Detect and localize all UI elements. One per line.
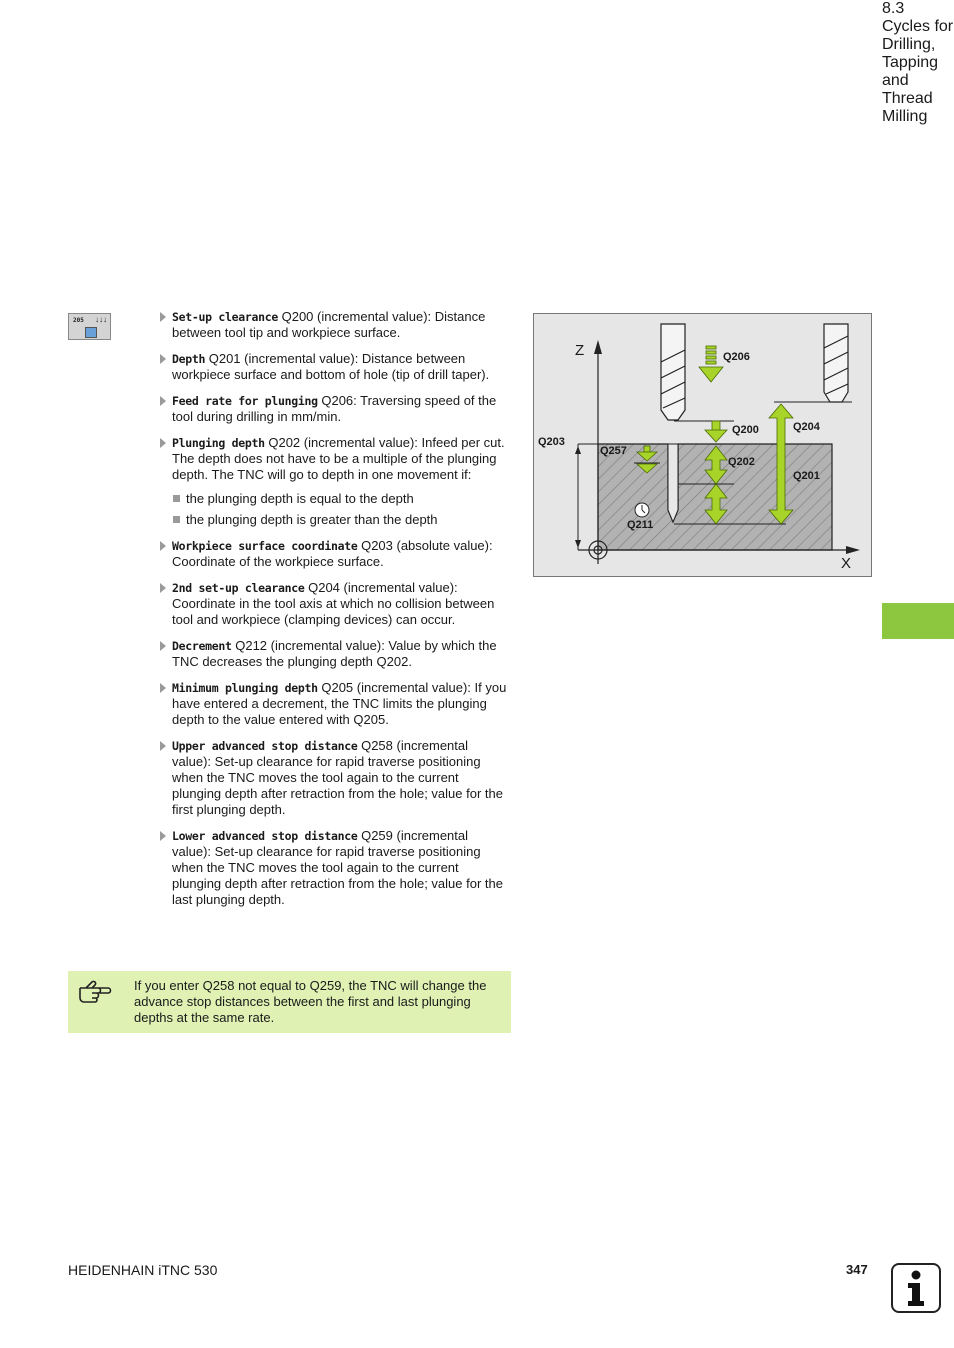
- label-q203: Q203: [538, 436, 565, 448]
- label-q200: Q200: [732, 424, 759, 436]
- plunge-arrows-icon: ↓↓↓: [95, 315, 107, 324]
- list-item: [172, 491, 510, 507]
- label-q257: Q257: [600, 445, 627, 457]
- bullet-arrow-icon: [160, 396, 166, 406]
- param-description: Q203 (absolute value): Coordinate of the workpiece surface.: [172, 538, 493, 569]
- x-axis-label: X: [841, 555, 852, 572]
- label-q201: Q201: [793, 470, 820, 482]
- label-q206: Q206: [723, 351, 750, 363]
- param-q202: [158, 435, 510, 483]
- drill-tool-right: [824, 324, 848, 402]
- dwell-time-clock-icon: [635, 503, 649, 517]
- param-q206: [158, 393, 510, 425]
- bullet-arrow-icon: [160, 741, 166, 751]
- param-q204: [158, 580, 510, 628]
- list-item-text: the plunging depth is greater than the depth: [186, 512, 438, 527]
- list-item: [172, 512, 510, 528]
- parameter-list: [158, 309, 510, 918]
- param-q201: [158, 351, 510, 383]
- param-q212: [158, 638, 510, 670]
- label-q202: Q202: [728, 456, 755, 468]
- cycle-205-softkey-icon: [68, 313, 111, 340]
- list-item-text: the plunging depth is equal to the depth: [186, 491, 414, 506]
- param-keyword: Plunging depth: [172, 436, 265, 450]
- param-keyword: Minimum plunging depth: [172, 681, 318, 695]
- param-keyword: Lower advanced stop distance: [172, 829, 358, 843]
- param-description: Q259 (incremental value): Set-up clearance for rapid traverse positioning when the TNC moves the tool again to the current plunging depth after retraction from the hole; value for the last plunging depth.: [172, 828, 503, 907]
- square-bullet-icon: [173, 495, 180, 502]
- bullet-arrow-icon: [160, 438, 166, 448]
- param-q205: [158, 680, 510, 728]
- param-keyword: Decrement: [172, 639, 232, 653]
- note-text: If you enter Q258 not equal to Q259, the TNC will change the advance stop distances between the first and last plunging depths at the same rate.: [134, 978, 487, 1025]
- footer-product: HEIDENHAIN iTNC 530: [68, 1262, 218, 1278]
- cycle-diagram: [533, 313, 872, 577]
- param-q259: [158, 828, 510, 908]
- info-glyph: [893, 1265, 939, 1311]
- param-description: Q212 (incremental value): Value by which the TNC decreases the plunging depth Q202.: [172, 638, 497, 669]
- param-q200: [158, 309, 510, 341]
- page-number: 347: [846, 1262, 868, 1277]
- bullet-arrow-icon: [160, 354, 166, 364]
- param-keyword: Feed rate for plunging: [172, 394, 318, 408]
- param-description: Q258 (incremental value): Set-up clearance for rapid traverse positioning when the TNC moves the tool again to the current plunging depth after retraction from the hole; value for the first plunging depth.: [172, 738, 503, 817]
- info-icon[interactable]: [891, 1263, 941, 1313]
- pointing-hand-icon: [78, 979, 112, 1005]
- arrow-q200: [705, 421, 727, 442]
- bullet-arrow-icon: [160, 831, 166, 841]
- param-keyword: Workpiece surface coordinate: [172, 539, 358, 553]
- chapter-side-tab: [882, 0, 954, 1348]
- label-q204: Q204: [793, 421, 820, 433]
- param-description: Q200 (incremental value): Distance between tool tip and workpiece surface.: [172, 309, 486, 340]
- param-keyword: Depth: [172, 352, 206, 366]
- param-keyword: 2nd set-up clearance: [172, 581, 305, 595]
- condition-list: [172, 491, 510, 528]
- param-keyword: Set-up clearance: [172, 310, 278, 324]
- note-box: [68, 971, 511, 1033]
- bullet-arrow-icon: [160, 641, 166, 651]
- param-description: Q206: Traversing speed of the tool during drilling in mm/min.: [172, 393, 497, 424]
- cycle-number: 205: [73, 317, 84, 324]
- bullet-arrow-icon: [160, 541, 166, 551]
- z-axis-label: Z: [575, 342, 585, 359]
- param-q203: [158, 538, 510, 570]
- param-description: Q201 (incremental value): Distance between workpiece surface and bottom of hole (tip of drill taper).: [172, 351, 490, 382]
- label-q211: Q211: [627, 519, 654, 531]
- diagram-drawing: [534, 314, 873, 578]
- bullet-arrow-icon: [160, 583, 166, 593]
- param-description: Q205 (incremental value): If you have entered a decrement, the TNC limits the plunging depth to the value entered with Q205.: [172, 680, 507, 727]
- param-description: Q202 (incremental value): Infeed per cut. The depth does not have to be a multiple of the plunging depth. The TNC will go to depth in one movement if:: [172, 435, 505, 482]
- workpiece-icon: [85, 327, 97, 338]
- chapter-tab-marker: [882, 603, 954, 639]
- bullet-arrow-icon: [160, 683, 166, 693]
- chapter-title: 8.3 Cycles for Drilling, Tapping and Thread Milling: [882, 0, 954, 125]
- param-description: Q204 (incremental value): Coordinate in the tool axis at which no collision between tool and workpiece (clamping devices) can occur.: [172, 580, 495, 627]
- bullet-arrow-icon: [160, 312, 166, 322]
- param-keyword: Upper advanced stop distance: [172, 739, 358, 753]
- feed-arrow-q206: [699, 346, 723, 382]
- square-bullet-icon: [173, 516, 180, 523]
- param-q258: [158, 738, 510, 818]
